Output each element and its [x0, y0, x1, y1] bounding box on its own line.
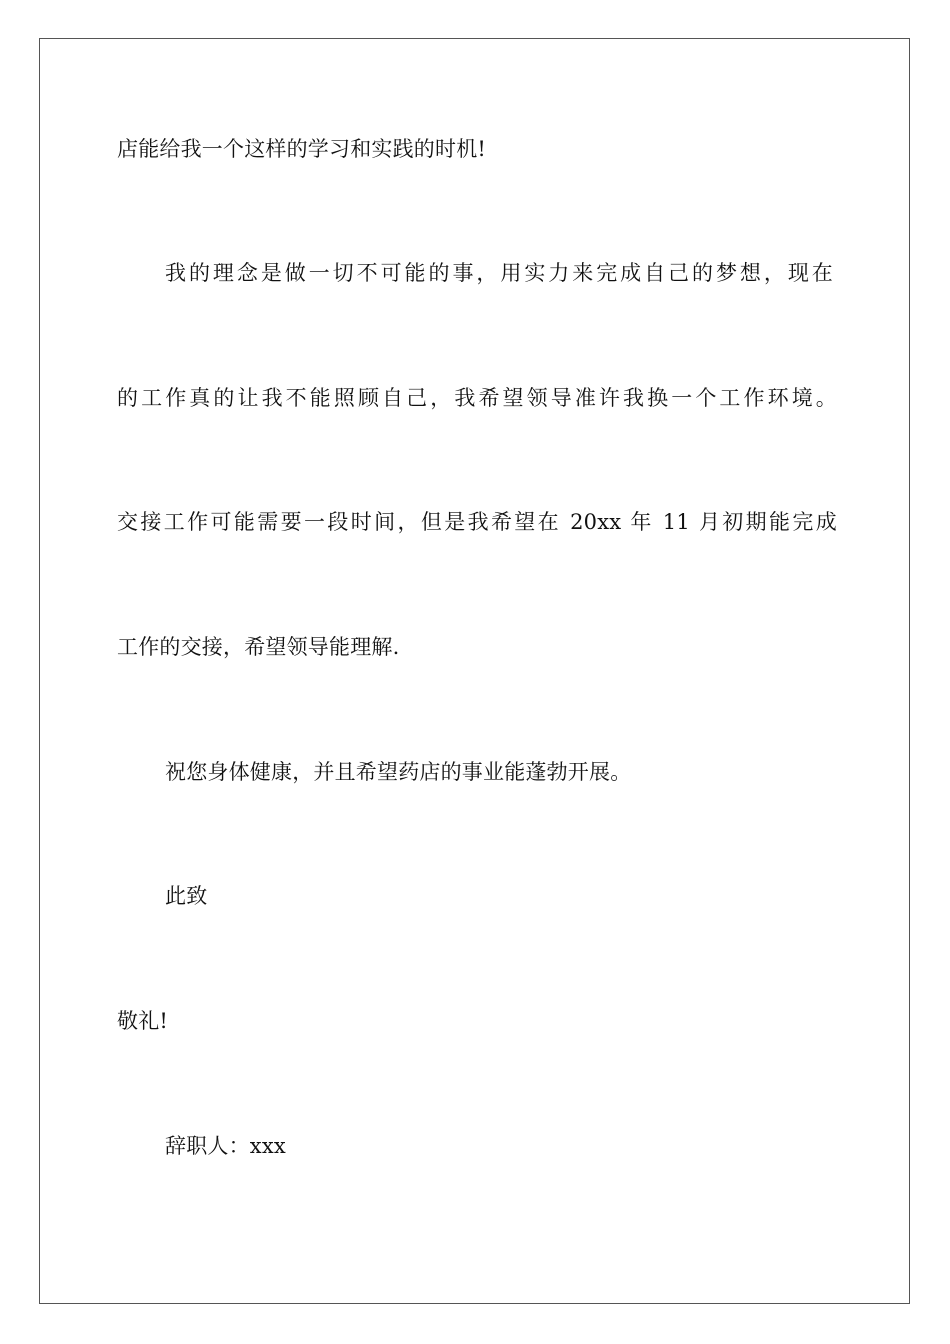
paragraph-line-1: 店能给我一个这样的学习和实践的时机! — [117, 137, 487, 161]
paragraph-line-5: 工作的交接，希望领导能理解. — [117, 635, 400, 659]
salutation-jingli: 敬礼! — [117, 1009, 169, 1033]
salutation-cizhi: 此致 — [165, 884, 208, 908]
closing-wish: 祝您身体健康，并且希望药店的事业能蓬勃开展。 — [165, 760, 632, 784]
paragraph-line-4: 交接工作可能需要一段时间，但是我希望在 20xx 年 11 月初期能完成 — [117, 510, 837, 534]
page-border — [39, 38, 910, 1304]
signature-line: 辞职人：xxx — [165, 1134, 286, 1158]
paragraph-line-3: 的工作真的让我不能照顾自己，我希望领导准许我换一个工作环境。 — [117, 386, 837, 410]
paragraph-line-2: 我的理念是做一切不可能的事，用实力来完成自己的梦想，现在 — [165, 261, 833, 285]
